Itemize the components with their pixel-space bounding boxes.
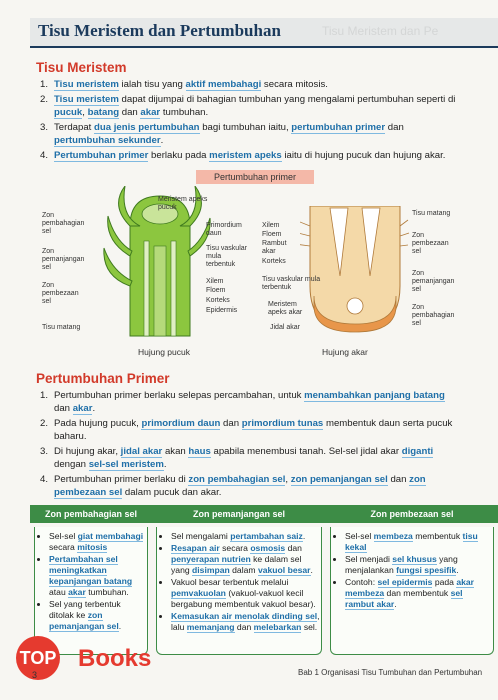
shoot-label-zon-pemanjangan: Zon pemanjangan sel — [42, 248, 85, 271]
root-label-jidal: Jidal akar — [270, 324, 300, 331]
primary-growth-list — [38, 389, 462, 501]
shoot-label-tisu-matang: Tisu matang — [42, 324, 81, 331]
text-run: Terdapat — [54, 122, 94, 133]
shoot-label-tisu-vaskular: Tisu vaskular mula terbentuk — [206, 245, 247, 268]
text-run: dalam — [229, 565, 258, 575]
list-item — [38, 389, 462, 415]
list-number: 1. — [40, 390, 49, 401]
highlight-term: mitosis — [77, 542, 108, 552]
zone-item — [345, 577, 493, 610]
zone-column — [326, 505, 498, 655]
highlight-term: pertumbuhan sekunder — [54, 135, 161, 146]
text-run: membentuk — [412, 531, 463, 541]
caption-root: Hujung akar — [322, 347, 368, 357]
text-run: dan — [119, 107, 141, 118]
text-run: . — [160, 135, 164, 146]
text-run: tumbuhan. — [160, 107, 209, 118]
highlight-term: primordium daun — [141, 418, 221, 429]
figure-title: Pertumbuhan primer — [196, 170, 314, 184]
shoot-label-xilem: Xilem — [206, 278, 224, 285]
text-run: secara mitosis. — [261, 79, 328, 90]
highlight-term: sel khusus — [392, 554, 437, 564]
highlight-term: pertambahan saiz — [230, 531, 303, 541]
text-run: dapat dijumpai di bahagian tumbuhan yang mengalami pertumbuhan seperti di — [118, 94, 456, 105]
root-label-korteks: Korteks — [262, 258, 286, 265]
list-number: 2. — [40, 94, 49, 105]
shoot-label-zon-pembezaan: Zon pembezaan sel — [42, 282, 79, 305]
section-title-pertumbuhan-primer: Pertumbuhan Primer — [36, 371, 170, 386]
highlight-term: disimpan — [192, 565, 230, 575]
highlight-term: Tisu meristem — [54, 79, 119, 90]
text-run: dan — [54, 403, 73, 414]
text-run: atau — [49, 587, 69, 597]
text-run: Di hujung akar, — [54, 446, 121, 457]
text-run: . — [456, 565, 459, 575]
highlight-term: Kemasukan air menolak dinding sel — [171, 611, 318, 621]
highlight-term: vakuol besar — [257, 565, 311, 575]
highlight-term: primordium tunas — [241, 418, 324, 429]
root-label-zon-pemanjangan: Zon pemanjangan sel — [412, 270, 455, 293]
highlight-term: akar — [72, 403, 93, 414]
highlight-term: meristem apeks — [209, 150, 282, 161]
highlight-term: pertumbuhan primer — [291, 122, 386, 133]
text-run: Pada hujung pucuk, — [54, 418, 142, 429]
text-run: dan — [385, 122, 404, 133]
text-run: secara — [49, 542, 78, 552]
caption-shoot: Hujung pucuk — [138, 347, 190, 357]
highlight-term: menambahkan panjang batang — [304, 390, 445, 401]
highlight-term: Pertambahan sel meningkatkan kepanjangan batang — [49, 554, 133, 586]
text-run: dan — [387, 474, 410, 485]
zone-item — [49, 554, 147, 598]
list-item — [38, 473, 462, 499]
text-run: dalam pucuk dan akar. — [122, 487, 222, 498]
highlight-term: Tisu meristem — [54, 94, 119, 105]
shoot-label-korteks: Korteks — [206, 297, 230, 304]
root-tip-diagram — [300, 206, 410, 336]
highlight-term: jidal akar — [120, 446, 163, 457]
list-item — [38, 93, 460, 119]
header-underline — [30, 46, 498, 48]
highlight-term: dua jenis pertumbuhan — [94, 122, 200, 133]
highlight-term: aktif membahagi — [185, 79, 262, 90]
root-label-zon-pembezaan: Zon pembezaan sel — [412, 232, 449, 255]
text-run: bagi tumbuhan iaitu, — [199, 122, 292, 133]
root-label-tisu-vaskular: Tisu vaskular mula terbentuk — [262, 276, 321, 291]
text-run: Sel mengalami — [171, 531, 231, 541]
text-run: Pertumbuhan primer berlaku di — [54, 474, 189, 485]
text-run: tumbuhan. — [85, 587, 129, 597]
highlight-term: akar membeza — [345, 577, 475, 598]
text-run: , lalu — [171, 611, 320, 632]
shoot-label-floem: Floem — [206, 287, 226, 294]
text-run: . — [118, 621, 122, 631]
list-number: 4. — [40, 150, 49, 161]
highlight-term: osmosis — [250, 543, 286, 553]
list-item — [38, 445, 462, 471]
text-run: Sel yang terbentuk ditolak ke — [49, 599, 121, 620]
highlight-term: giat membahagi — [77, 531, 144, 541]
list-number: 4. — [40, 474, 49, 485]
page-header — [30, 18, 498, 48]
text-run: dan — [220, 418, 242, 429]
highlight-term: membeza — [373, 531, 413, 541]
text-run: . — [302, 531, 306, 541]
highlight-term: zon pembahagian sel — [188, 474, 286, 485]
text-run: . — [163, 459, 167, 470]
list-item — [38, 149, 460, 162]
highlight-term: memanjang — [186, 622, 235, 632]
header-ghost-text: Tisu Meristem dan Pe — [322, 24, 439, 38]
highlight-term: Pertumbuhan primer — [54, 150, 149, 161]
text-run: sel. — [301, 622, 318, 632]
root-label-meristem: Meristem apeks akar — [268, 301, 303, 316]
zone-item — [345, 554, 493, 576]
text-run: , — [285, 474, 291, 485]
highlight-term: sel epidermis — [377, 577, 433, 587]
list-item — [38, 121, 460, 147]
shoot-label-meristem-apeks: Meristem apeks pucuk — [158, 196, 208, 211]
list-number: 3. — [40, 122, 49, 133]
text-run: (vakuol-vakuol kecil bergabung membentuk vakuol besar). — [171, 588, 316, 609]
root-label-tisu-matang: Tisu matang — [412, 210, 451, 217]
text-run: dan — [285, 543, 302, 553]
text-run: yang menjalankan — [345, 554, 458, 575]
text-run: Contoh: — [345, 577, 378, 587]
highlight-term: fungsi spesifik — [396, 565, 457, 575]
zone-body — [330, 527, 494, 655]
root-label-floem: Floem — [262, 231, 282, 238]
zone-header: Zon pembezaan sel — [326, 505, 498, 523]
zone-item — [171, 531, 321, 542]
text-run: Sel-sel — [49, 531, 78, 541]
text-run: Vakuol besar terbentuk melalui — [171, 577, 289, 587]
text-run: Pertumbuhan primer berlaku selepas percambahan, untuk — [54, 390, 305, 401]
text-run: membentuk daun serta pucuk baharu. — [54, 418, 453, 442]
text-run: pada — [432, 577, 457, 587]
highlight-term: sel rambut akar — [345, 588, 463, 609]
shoot-label-zon-pembahagian: Zon pembahagian sel — [42, 212, 85, 235]
text-run: dengan — [54, 459, 89, 470]
highlight-term: sel-sel meristem — [88, 459, 164, 470]
text-run: berlaku pada — [148, 150, 210, 161]
list-number: 1. — [40, 79, 49, 90]
text-run: . — [310, 565, 313, 575]
highlight-term: tisu kekal — [345, 531, 478, 552]
text-run: ialah tisu yang — [118, 79, 186, 90]
text-run: dan — [234, 622, 254, 632]
text-run: dan membentuk — [384, 588, 451, 598]
highlight-term: melebarkan — [253, 622, 302, 632]
footer-chapter: Bab 1 Organisasi Tisu Tumbuhan dan Pertumbuhan — [298, 668, 483, 677]
text-run: . — [92, 403, 96, 414]
shoot-label-primordium: Primordium daun — [206, 222, 242, 237]
highlight-term: batang — [87, 107, 120, 118]
text-run: akan — [162, 446, 189, 457]
zone-item — [171, 543, 321, 576]
text-run: , — [82, 107, 88, 118]
highlight-term: penyerapan nutrien — [171, 554, 251, 564]
highlight-term: pemvakuolan — [171, 588, 226, 598]
section-title-meristem: Tisu Meristem — [36, 60, 127, 75]
list-item — [38, 417, 462, 443]
text-run: Sel menjadi — [345, 554, 393, 564]
highlight-term: haus — [188, 446, 211, 457]
root-label-zon-pembahagian: Zon pembahagian sel — [412, 304, 455, 327]
shoot-label-epidermis: Epidermis — [206, 307, 238, 314]
highlight-term: akar — [140, 107, 161, 118]
zone-item — [171, 577, 321, 610]
root-label-xilem: Xilem — [262, 222, 280, 229]
logo-text-top: TOP — [19, 648, 57, 668]
text-run: apabila menembusi tanah. Sel-sel jidal akar — [210, 446, 402, 457]
root-label-rambut: Rambut akar — [262, 240, 287, 255]
highlight-term: zon pembezaan sel — [54, 474, 426, 498]
zone-header: Zon pemanjangan sel — [152, 505, 326, 523]
text-run: secara — [219, 543, 251, 553]
highlight-term: zon pemanjangan sel — [49, 610, 119, 631]
meristem-list — [38, 78, 460, 164]
page-number: 3 — [32, 670, 38, 680]
page-title: Tisu Meristem dan Pertumbuhan — [38, 21, 281, 40]
highlight-term: pucuk — [54, 107, 83, 118]
list-number: 2. — [40, 418, 49, 429]
text-run: . — [394, 599, 397, 609]
logo-text-books: Books — [78, 645, 152, 672]
text-run: Sel-sel — [345, 531, 374, 541]
list-number: 3. — [40, 446, 49, 457]
highlight-term: zon pemanjangan sel — [290, 474, 388, 485]
zone-item — [49, 531, 147, 553]
text-run: iaitu di hujung pucuk dan hujung akar. — [281, 150, 446, 161]
zone-item — [345, 531, 493, 553]
highlight-term: Resapan air — [171, 543, 220, 553]
text-run: ke dalam sel yang — [171, 554, 302, 575]
list-item — [38, 78, 460, 91]
zone-header: Zon pembahagian sel — [30, 505, 152, 523]
highlight-term: akar — [68, 587, 86, 597]
highlight-term: diganti — [401, 446, 434, 457]
